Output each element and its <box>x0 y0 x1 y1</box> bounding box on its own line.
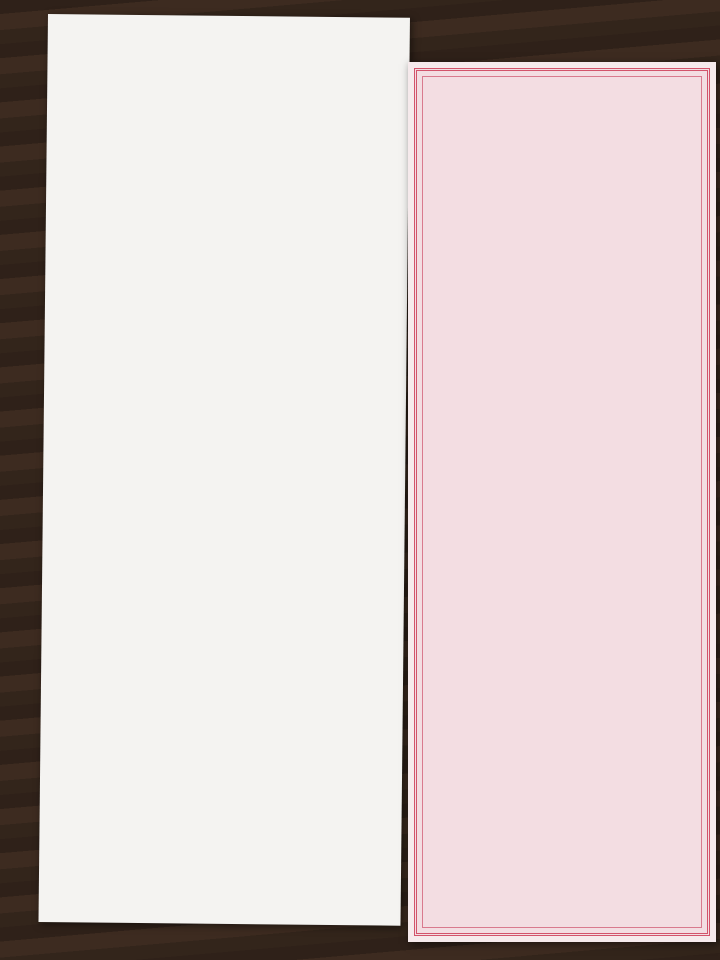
section-title <box>41 722 403 726</box>
section-title <box>41 642 403 646</box>
section-note <box>46 174 408 178</box>
menu-left-panel <box>38 14 409 926</box>
section-note <box>43 458 405 462</box>
sweet-sour-items <box>41 642 403 646</box>
section-kung-pao <box>44 368 406 372</box>
egg-foo-young-items <box>41 722 403 726</box>
squid-items <box>47 66 409 70</box>
section-chop-suey <box>46 174 408 178</box>
section-egg-foo-young <box>41 722 403 726</box>
chop-suey-items <box>46 174 408 178</box>
section-hot-garlic <box>43 458 405 462</box>
section-note <box>43 458 405 462</box>
section-note <box>47 66 409 70</box>
hot-garlic-items <box>43 458 405 462</box>
kung-pao-items <box>44 368 406 372</box>
section-sweet-sour <box>41 642 403 646</box>
section-title <box>43 458 405 462</box>
section-note <box>42 562 404 566</box>
section-note <box>44 368 406 372</box>
moo-shi-items <box>42 562 404 566</box>
section-title <box>46 174 408 178</box>
section-note <box>41 722 403 726</box>
section-title <box>44 368 406 372</box>
section-note <box>43 458 405 462</box>
section-note <box>41 642 403 646</box>
section-moo-shi <box>42 562 404 566</box>
section-note <box>44 368 406 372</box>
section-title <box>42 562 404 566</box>
inner-frame <box>422 76 702 928</box>
section-title <box>47 66 409 70</box>
menu-right-panel <box>408 62 716 942</box>
section-squid <box>47 66 409 70</box>
